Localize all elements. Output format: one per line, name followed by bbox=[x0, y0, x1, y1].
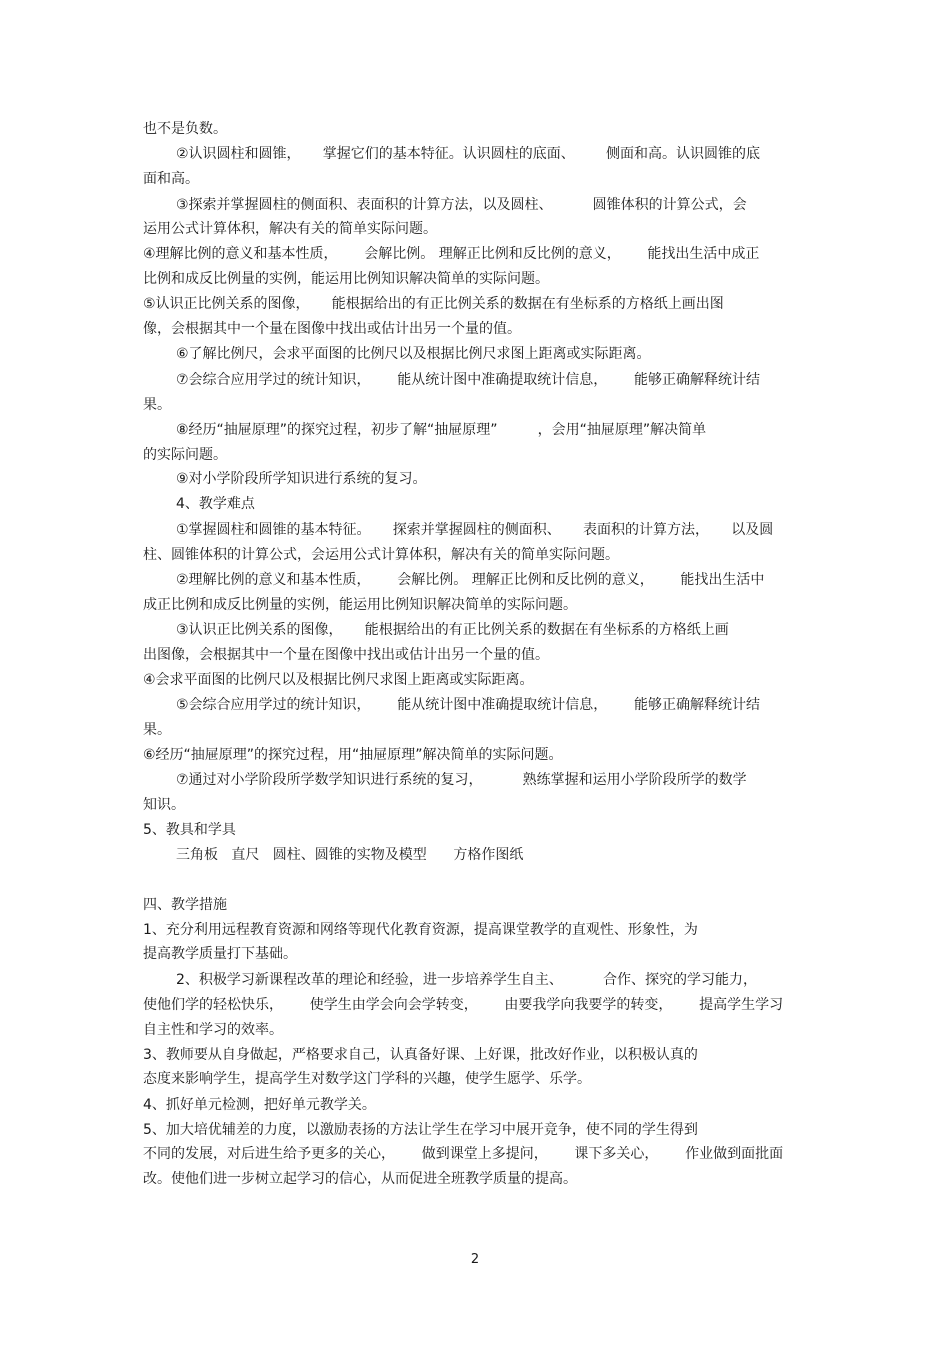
text-line: 三角板 直尺 圆柱、圆锥的实物及模型 方格作图纸 bbox=[176, 847, 524, 863]
text-line: 不同的发展，对后进生给予更多的关心， 做到课堂上多提问， 课下多关心， 作业做到面批面 bbox=[143, 1146, 784, 1162]
section-heading: 四、教学措施 bbox=[143, 897, 227, 913]
text-line: ⑤会综合应用学过的统计知识， 能从统计图中准确提取统计信息， 能够正确解释统计结 bbox=[176, 697, 760, 713]
text-line: 提高教学质量打下基础。 bbox=[143, 946, 297, 962]
text-line: 的实际问题。 bbox=[143, 447, 227, 463]
text-line: ⑥了解比例尺，会求平面图的比例尺以及根据比例尺求图上距离或实际距离。 bbox=[176, 346, 651, 362]
text-line: ⑧经历“抽屉原理”的探究过程，初步了解“抽屉原理” ，会用“抽屉原理”解决简单 bbox=[176, 422, 707, 438]
text-line: ⑤认识正比例关系的图像， 能根据给出的有正比例关系的数据在有坐标系的方格纸上画出图 bbox=[143, 296, 724, 312]
text-line: ①掌握圆柱和圆锥的基本特征。 探索并掌握圆柱的侧面积、 表面积的计算方法， 以及圆 bbox=[176, 522, 774, 538]
text-line: 5、加大培优辅差的力度，以激励表扬的方法让学生在学习中展开竞争，使不同的学生得到 bbox=[143, 1122, 698, 1138]
text-line: ③探索并掌握圆柱的侧面积、表面积的计算方法，以及圆柱、 圆锥体积的计算公式，会 bbox=[176, 197, 747, 213]
text-line: 出图像，会根据其中一个量在图像中找出或估计出另一个量的值。 bbox=[143, 647, 549, 663]
text-line: 比例和成反比例量的实例，能运用比例知识解决简单的实际问题。 bbox=[143, 271, 549, 287]
text-line: 自主性和学习的效率。 bbox=[143, 1022, 283, 1038]
text-line: ④理解比例的意义和基本性质， 会解比例。 理解正比例和反比例的意义， 能找出生活中成正 bbox=[143, 246, 760, 262]
page-number: 2 bbox=[470, 1252, 480, 1267]
text-line: ②理解比例的意义和基本性质， 会解比例。 理解正比例和反比例的意义， 能找出生活中 bbox=[176, 572, 765, 588]
text-line: 1、充分利用远程教育资源和网络等现代化教育资源，提高课堂教学的直观性、形象性，为 bbox=[143, 922, 698, 938]
text-line: ⑨对小学阶段所学知识进行系统的复习。 bbox=[176, 471, 427, 487]
text-line: 4、抓好单元检测，把好单元教学关。 bbox=[143, 1097, 376, 1113]
text-line: 成正比例和成反比例量的实例，能运用比例知识解决简单的实际问题。 bbox=[143, 597, 577, 613]
text-line: ⑦会综合应用学过的统计知识， 能从统计图中准确提取统计信息， 能够正确解释统计结 bbox=[176, 372, 760, 388]
text-line: 2、积极学习新课程改革的理论和经验，进一步培养学生自主、 合作、探究的学习能力， bbox=[176, 972, 757, 988]
section-heading: 5、教具和学具 bbox=[143, 822, 236, 838]
text-line: ②认识圆柱和圆锥， 掌握它们的基本特征。认识圆柱的底面、 侧面和高。认识圆锥的底 bbox=[176, 146, 760, 162]
text-line: 果。 bbox=[143, 722, 171, 738]
text-line: 改。使他们进一步树立起学习的信心，从而促进全班教学质量的提高。 bbox=[143, 1171, 577, 1187]
text-line: ③认识正比例关系的图像， 能根据给出的有正比例关系的数据在有坐标系的方格纸上画 bbox=[176, 622, 729, 638]
text-line: 运用公式计算体积，解决有关的简单实际问题。 bbox=[143, 221, 437, 237]
text-line: 像，会根据其中一个量在图像中找出或估计出另一个量的值。 bbox=[143, 321, 521, 337]
text-line: ⑥经历“抽屉原理”的探究过程，用“抽屉原理”解决简单的实际问题。 bbox=[143, 747, 563, 763]
text-line: 果。 bbox=[143, 397, 171, 413]
text-line: 态度来影响学生，提高学生对数学这门学科的兴趣，使学生愿学、乐学。 bbox=[143, 1071, 591, 1087]
text-line: 柱、圆锥体积的计算公式，会运用公式计算体积，解决有关的简单实际问题。 bbox=[143, 547, 619, 563]
text-line: 也不是负数。 bbox=[143, 121, 227, 137]
text-line: 3、教师要从自身做起，严格要求自己，认真备好课、上好课，批改好作业，以积极认真的 bbox=[143, 1047, 698, 1063]
text-line: 面和高。 bbox=[143, 171, 199, 187]
text-line: ④会求平面图的比例尺以及根据比例尺求图上距离或实际距离。 bbox=[143, 672, 534, 688]
text-line: ⑦通过对小学阶段所学数学知识进行系统的复习， 熟练掌握和运用小学阶段所学的数学 bbox=[176, 772, 747, 788]
text-line: 知识。 bbox=[143, 797, 185, 813]
text-line: 使他们学的轻松快乐， 使学生由学会向会学转变， 由要我学向我要学的转变， 提高学生学习 bbox=[143, 997, 784, 1013]
section-heading: 4、教学难点 bbox=[176, 496, 255, 512]
